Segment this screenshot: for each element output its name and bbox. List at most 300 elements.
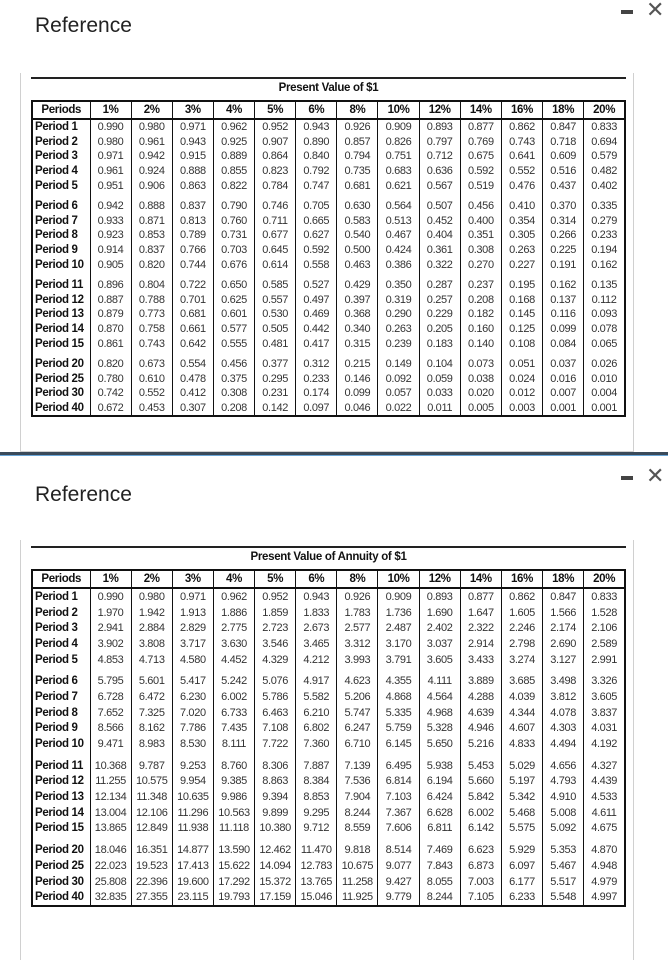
factor-cell: 0.233 [584, 228, 625, 243]
factor-cell: 6.177 [501, 874, 542, 890]
factor-cell: 0.229 [419, 307, 460, 322]
factor-cell: 4.327 [584, 752, 625, 774]
factor-cell: 4.611 [584, 805, 625, 821]
factor-cell: 0.386 [378, 257, 419, 272]
factor-cell: 0.519 [460, 178, 501, 193]
factor-cell: 0.610 [131, 372, 172, 387]
factor-cell: 0.980 [131, 119, 172, 135]
table-row [32, 293, 625, 308]
header-row [32, 101, 625, 119]
period-label: Period 30 [32, 874, 90, 890]
factor-cell: 0.823 [255, 164, 296, 179]
factor-cell: 2.246 [501, 620, 542, 636]
factor-cell: 0.456 [460, 193, 501, 214]
factor-cell: 7.652 [90, 705, 131, 721]
factor-cell: 0.208 [213, 401, 254, 417]
rate-header: 1% [90, 570, 131, 588]
factor-cell: 0.952 [255, 588, 296, 605]
factor-cell: 19.523 [131, 858, 172, 874]
factor-cell: 11.258 [337, 874, 378, 890]
period-label: Period 5 [32, 652, 90, 668]
factor-cell: 0.315 [337, 336, 378, 351]
factor-cell: 5.206 [337, 689, 378, 705]
table-title: Present Value of $1 [31, 77, 626, 94]
table-row [32, 689, 625, 705]
factor-cell: 0.585 [255, 272, 296, 293]
table-row [32, 836, 625, 858]
rate-header: 3% [172, 101, 213, 119]
factor-cell: 0.661 [172, 322, 213, 337]
factor-cell: 3.498 [543, 667, 584, 689]
factor-cell: 3.902 [90, 636, 131, 652]
factor-cell: 0.125 [501, 322, 542, 337]
table-row [32, 821, 625, 837]
factor-cell: 2.690 [543, 636, 584, 652]
factor-cell: 0.746 [255, 193, 296, 214]
factor-cell: 0.140 [460, 336, 501, 351]
factor-cell: 6.495 [378, 752, 419, 774]
period-label: Period 5 [32, 178, 90, 193]
table-row [32, 178, 625, 193]
factor-cell: 0.923 [90, 228, 131, 243]
factor-cell: 0.847 [543, 119, 584, 135]
factor-cell: 0.813 [172, 214, 213, 229]
factor-cell: 4.968 [419, 705, 460, 721]
factor-cell: 3.889 [460, 667, 501, 689]
factor-cell: 0.194 [584, 243, 625, 258]
factor-cell: 22.023 [90, 858, 131, 874]
factor-cell: 6.210 [296, 705, 337, 721]
factor-cell: 0.557 [255, 293, 296, 308]
factor-cell: 0.943 [296, 119, 337, 135]
factor-cell: 0.478 [172, 372, 213, 387]
factor-cell: 3.993 [337, 652, 378, 668]
factor-cell: 12.134 [90, 789, 131, 805]
factor-cell: 4.533 [584, 789, 625, 805]
factor-cell: 0.135 [584, 272, 625, 293]
factor-cell: 0.840 [296, 149, 337, 164]
factor-cell: 0.747 [296, 178, 337, 193]
factor-cell: 11.925 [337, 889, 378, 906]
factor-cell: 6.247 [337, 721, 378, 737]
factor-cell: 0.191 [543, 257, 584, 272]
factor-cell: 0.168 [501, 293, 542, 308]
factor-cell: 0.877 [460, 119, 501, 135]
factor-cell: 4.355 [378, 667, 419, 689]
factor-cell: 8.384 [296, 774, 337, 790]
period-label: Period 8 [32, 705, 90, 721]
factor-cell: 0.554 [172, 351, 213, 372]
factor-cell: 0.195 [501, 272, 542, 293]
factor-cell: 0.005 [460, 401, 501, 417]
factor-cell: 32.835 [90, 889, 131, 906]
factor-cell: 4.997 [584, 889, 625, 906]
factor-cell: 6.145 [378, 736, 419, 752]
factor-cell: 9.899 [255, 805, 296, 821]
factor-cell: 3.791 [378, 652, 419, 668]
table-row [32, 243, 625, 258]
table-row [32, 228, 625, 243]
factor-cell: 0.564 [378, 193, 419, 214]
factor-cell: 5.548 [543, 889, 584, 906]
period-label: Period 9 [32, 721, 90, 737]
factor-cell: 7.904 [337, 789, 378, 805]
factor-cell: 4.917 [296, 667, 337, 689]
factor-cell: 4.329 [255, 652, 296, 668]
factor-cell: 0.758 [131, 322, 172, 337]
factor-cell: 0.078 [584, 322, 625, 337]
factor-cell: 4.564 [419, 689, 460, 705]
factor-cell: 4.979 [584, 874, 625, 890]
factor-cell: 3.465 [296, 636, 337, 652]
factor-cell: 8.306 [255, 752, 296, 774]
factor-cell: 1.886 [213, 605, 254, 621]
factor-cell: 0.033 [419, 386, 460, 401]
factor-cell: 0.925 [213, 135, 254, 150]
factor-cell: 0.099 [337, 386, 378, 401]
factor-cell: 0.701 [172, 293, 213, 308]
factor-cell: 0.007 [543, 386, 584, 401]
factor-cell: 0.233 [296, 372, 337, 387]
table-row [32, 652, 625, 668]
factor-cell: 0.469 [296, 307, 337, 322]
factor-cell: 6.233 [501, 889, 542, 906]
factor-cell: 0.370 [543, 193, 584, 214]
factor-cell: 7.020 [172, 705, 213, 721]
factor-cell: 4.303 [543, 721, 584, 737]
factor-cell: 5.242 [213, 667, 254, 689]
factor-cell: 4.623 [337, 667, 378, 689]
factor-cell: 0.804 [131, 272, 172, 293]
factor-cell: 0.001 [543, 401, 584, 417]
reference-window-annuity [0, 456, 668, 960]
factor-cell: 4.078 [543, 705, 584, 721]
period-label: Period 25 [32, 858, 90, 874]
period-label: Period 40 [32, 889, 90, 906]
factor-cell: 8.853 [296, 789, 337, 805]
periods-header: Periods [32, 570, 90, 588]
factor-cell: 0.847 [543, 588, 584, 605]
factor-cell: 0.482 [584, 164, 625, 179]
factor-cell: 0.404 [419, 228, 460, 243]
factor-cell: 2.991 [584, 652, 625, 668]
factor-cell: 0.705 [296, 193, 337, 214]
close-icon[interactable]: ✕ [646, 0, 665, 22]
factor-cell: 1.783 [337, 605, 378, 621]
factor-cell: 0.308 [213, 386, 254, 401]
factor-cell: 4.288 [460, 689, 501, 705]
factor-cell: 0.650 [213, 272, 254, 293]
factor-cell: 0.516 [543, 164, 584, 179]
factor-cell: 0.410 [501, 193, 542, 214]
factor-cell: 0.718 [543, 135, 584, 150]
factor-cell: 0.555 [213, 336, 254, 351]
factor-cell: 7.139 [337, 752, 378, 774]
factor-cell: 5.468 [501, 805, 542, 821]
factor-cell: 3.037 [419, 636, 460, 652]
factor-cell: 16.351 [131, 836, 172, 858]
factor-cell: 0.789 [172, 228, 213, 243]
factor-cell: 6.142 [460, 821, 501, 837]
period-label: Period 4 [32, 636, 90, 652]
factor-cell: 3.326 [584, 667, 625, 689]
factor-cell: 0.792 [296, 164, 337, 179]
factor-cell: 10.675 [337, 858, 378, 874]
factor-cell: 0.794 [337, 149, 378, 164]
period-label: Period 7 [32, 689, 90, 705]
factor-cell: 19.600 [172, 874, 213, 890]
factor-cell: 0.681 [172, 307, 213, 322]
factor-cell: 0.467 [378, 228, 419, 243]
rate-header: 5% [255, 101, 296, 119]
factor-cell: 3.717 [172, 636, 213, 652]
factor-cell: 9.394 [255, 789, 296, 805]
factor-cell: 0.961 [90, 164, 131, 179]
factor-cell: 1.736 [378, 605, 419, 621]
factor-cell: 2.798 [501, 636, 542, 652]
factor-cell: 0.790 [213, 193, 254, 214]
rate-header: 6% [296, 101, 337, 119]
rate-header: 12% [419, 101, 460, 119]
factor-cell: 1.566 [543, 605, 584, 621]
factor-cell: 0.312 [296, 351, 337, 372]
period-label: Period 6 [32, 667, 90, 689]
factor-cell: 0.142 [255, 401, 296, 417]
factor-cell: 17.159 [255, 889, 296, 906]
factor-cell: 7.887 [296, 752, 337, 774]
rate-header: 10% [378, 101, 419, 119]
factor-cell: 0.677 [255, 228, 296, 243]
factor-cell: 0.003 [501, 401, 542, 417]
factor-cell: 0.368 [337, 307, 378, 322]
period-label: Period 14 [32, 322, 90, 337]
factor-cell: 0.160 [460, 322, 501, 337]
factor-cell: 0.351 [460, 228, 501, 243]
factor-cell: 3.605 [584, 689, 625, 705]
factor-cell: 0.742 [90, 386, 131, 401]
factor-cell: 0.896 [90, 272, 131, 293]
factor-cell: 0.314 [543, 214, 584, 229]
factor-cell: 0.942 [90, 193, 131, 214]
factor-cell: 0.877 [460, 588, 501, 605]
rate-header: 8% [337, 101, 378, 119]
factor-cell: 0.024 [501, 372, 542, 387]
factor-cell: 4.494 [543, 736, 584, 752]
factor-cell: 0.971 [172, 119, 213, 135]
factor-cell: 4.793 [543, 774, 584, 790]
table-title: Present Value of Annuity of $1 [31, 546, 626, 563]
factor-cell: 0.527 [296, 272, 337, 293]
factor-cell: 0.505 [255, 322, 296, 337]
factor-cell: 6.728 [90, 689, 131, 705]
factor-cell: 7.469 [419, 836, 460, 858]
factor-cell: 5.353 [543, 836, 584, 858]
factor-cell: 0.952 [255, 119, 296, 135]
factor-cell: 17.413 [172, 858, 213, 874]
factor-cell: 7.003 [460, 874, 501, 890]
factor-cell: 9.818 [337, 836, 378, 858]
factor-cell: 9.295 [296, 805, 337, 821]
factor-cell: 0.577 [213, 322, 254, 337]
factor-cell: 8.983 [131, 736, 172, 752]
factor-cell: 0.558 [296, 257, 337, 272]
table-row [32, 214, 625, 229]
factor-cell: 0.641 [501, 149, 542, 164]
factor-cell: 17.292 [213, 874, 254, 890]
period-label: Period 25 [32, 372, 90, 387]
factor-cell: 6.802 [296, 721, 337, 737]
rate-header: 3% [172, 570, 213, 588]
factor-cell: 11.118 [213, 821, 254, 837]
factor-cell: 0.889 [213, 149, 254, 164]
table-row [32, 605, 625, 621]
factor-cell: 5.795 [90, 667, 131, 689]
factor-cell: 0.073 [460, 351, 501, 372]
factor-cell: 0.862 [501, 588, 542, 605]
factor-cell: 3.837 [584, 705, 625, 721]
factor-cell: 0.567 [419, 178, 460, 193]
factor-cell: 6.873 [460, 858, 501, 874]
factor-cell: 0.712 [419, 149, 460, 164]
factor-cell: 0.744 [172, 257, 213, 272]
factor-cell: 0.722 [172, 272, 213, 293]
factor-cell: 18.046 [90, 836, 131, 858]
factor-cell: 0.990 [90, 119, 131, 135]
factor-cell: 4.439 [584, 774, 625, 790]
minimize-icon[interactable] [621, 10, 633, 14]
table-row [32, 889, 625, 906]
window-title: Reference [35, 14, 132, 37]
factor-cell: 4.039 [501, 689, 542, 705]
factor-cell: 0.290 [378, 307, 419, 322]
factor-cell: 0.011 [419, 401, 460, 417]
period-label: Period 15 [32, 821, 90, 837]
factor-cell: 4.656 [543, 752, 584, 774]
factor-cell: 0.870 [90, 322, 131, 337]
factor-cell: 0.579 [584, 149, 625, 164]
factor-cell: 9.779 [378, 889, 419, 906]
factor-cell: 0.601 [213, 307, 254, 322]
rate-header: 20% [584, 570, 625, 588]
factor-cell: 4.212 [296, 652, 337, 668]
factor-cell: 12.462 [255, 836, 296, 858]
factor-cell: 0.092 [378, 372, 419, 387]
factor-cell: 4.607 [501, 721, 542, 737]
factor-cell: 5.517 [543, 874, 584, 890]
factor-cell: 4.192 [584, 736, 625, 752]
factor-cell: 0.905 [90, 257, 131, 272]
factor-cell: 0.942 [131, 149, 172, 164]
factor-cell: 13.004 [90, 805, 131, 821]
factor-cell: 9.712 [296, 821, 337, 837]
factor-cell: 0.476 [501, 178, 542, 193]
factor-cell: 0.257 [419, 293, 460, 308]
factor-cell: 4.452 [213, 652, 254, 668]
factor-cell: 0.909 [378, 119, 419, 135]
factor-cell: 0.424 [378, 243, 419, 258]
factor-cell: 0.766 [172, 243, 213, 258]
table-row [32, 774, 625, 790]
factor-cell: 5.467 [543, 858, 584, 874]
minimize-icon[interactable] [621, 476, 633, 480]
rate-header: 6% [296, 570, 337, 588]
factor-cell: 10.368 [90, 752, 131, 774]
factor-cell: 6.811 [419, 821, 460, 837]
factor-cell: 0.773 [131, 307, 172, 322]
factor-cell: 0.797 [419, 135, 460, 150]
factor-cell: 3.433 [460, 652, 501, 668]
factor-cell: 8.244 [419, 889, 460, 906]
factor-cell: 0.270 [460, 257, 501, 272]
factor-cell: 5.747 [337, 705, 378, 721]
factor-cell: 12.849 [131, 821, 172, 837]
table-row [32, 307, 625, 322]
factor-cell: 12.783 [296, 858, 337, 874]
rate-header: 18% [543, 101, 584, 119]
factor-cell: 1.647 [460, 605, 501, 621]
factor-cell: 0.059 [419, 372, 460, 387]
factor-cell: 7.786 [172, 721, 213, 737]
window-title: Reference [35, 483, 132, 506]
close-icon[interactable]: ✕ [646, 463, 665, 488]
factor-cell: 5.650 [419, 736, 460, 752]
factor-cell: 0.990 [90, 588, 131, 605]
factor-cell: 0.463 [337, 257, 378, 272]
factor-cell: 4.713 [131, 652, 172, 668]
factor-cell: 0.456 [213, 351, 254, 372]
factor-cell: 0.672 [90, 401, 131, 417]
factor-cell: 4.948 [584, 858, 625, 874]
factor-cell: 0.673 [131, 351, 172, 372]
factor-cell: 0.022 [378, 401, 419, 417]
factor-cell: 0.862 [501, 119, 542, 135]
factor-cell: 19.793 [213, 889, 254, 906]
rate-header: 16% [501, 101, 542, 119]
factor-cell: 13.865 [90, 821, 131, 837]
factor-cell: 8.111 [213, 736, 254, 752]
factor-cell: 0.592 [296, 243, 337, 258]
table-row [32, 789, 625, 805]
factor-cell: 1.528 [584, 605, 625, 621]
factor-cell: 0.914 [90, 243, 131, 258]
table-row [32, 322, 625, 337]
factor-cell: 4.870 [584, 836, 625, 858]
factor-cell: 0.174 [296, 386, 337, 401]
factor-cell: 0.397 [337, 293, 378, 308]
factor-cell: 0.437 [543, 178, 584, 193]
factor-cell: 0.429 [337, 272, 378, 293]
factor-cell: 0.452 [419, 214, 460, 229]
table-row [32, 149, 625, 164]
factor-cell: 0.879 [90, 307, 131, 322]
factor-cell: 6.230 [172, 689, 213, 705]
factor-cell: 0.926 [337, 588, 378, 605]
factor-cell: 9.077 [378, 858, 419, 874]
present-value-annuity-table [31, 569, 626, 907]
factor-cell: 2.884 [131, 620, 172, 636]
factor-cell: 0.820 [90, 351, 131, 372]
factor-cell: 0.183 [419, 336, 460, 351]
factor-cell: 0.507 [419, 193, 460, 214]
period-label: Period 11 [32, 752, 90, 774]
factor-cell: 0.084 [543, 336, 584, 351]
factor-cell: 7.435 [213, 721, 254, 737]
factor-cell: 0.833 [584, 588, 625, 605]
factor-cell: 0.822 [213, 178, 254, 193]
factor-cell: 0.833 [584, 119, 625, 135]
rate-header: 2% [131, 101, 172, 119]
factor-cell: 3.127 [543, 652, 584, 668]
